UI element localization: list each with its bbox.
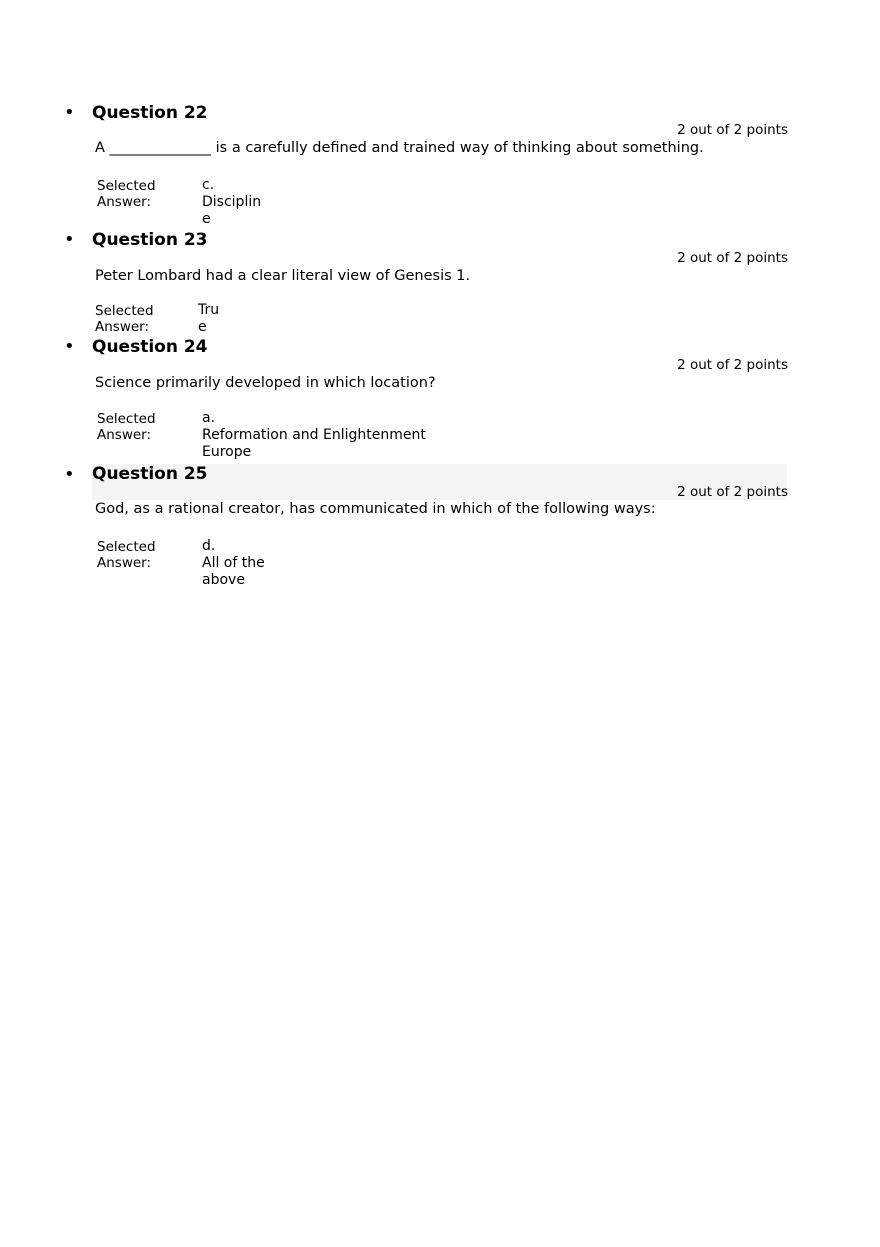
question-points: 2 out of 2 points bbox=[677, 250, 788, 266]
question-text: Peter Lombard had a clear literal view of Genesis 1. bbox=[95, 268, 471, 284]
selected-answer-label: Selected Answer: bbox=[97, 411, 156, 443]
selected-answer-value: Tru e bbox=[198, 302, 220, 335]
selected-answer-value: c. Disciplin e bbox=[202, 177, 262, 227]
selected-answer-value: d. All of the above bbox=[202, 538, 265, 588]
question-text: God, as a rational creator, has communicated in which of the following ways: bbox=[95, 501, 656, 517]
question-points: 2 out of 2 points bbox=[677, 357, 788, 373]
bullet-icon: • bbox=[64, 464, 75, 485]
question-title: Question 22 bbox=[92, 103, 208, 123]
selected-answer-value: a. Reformation and Enlightenment Europe bbox=[202, 410, 426, 460]
question-text: Science primarily developed in which location? bbox=[95, 375, 436, 391]
bullet-icon: • bbox=[64, 102, 75, 123]
question-points: 2 out of 2 points bbox=[677, 484, 788, 500]
selected-answer-label: Selected Answer: bbox=[95, 303, 154, 335]
question-points: 2 out of 2 points bbox=[677, 122, 788, 138]
question-title: Question 23 bbox=[92, 230, 208, 250]
question-text: A ______________ is a carefully defined and trained way of thinking about something. bbox=[95, 140, 704, 156]
bullet-icon: • bbox=[64, 336, 75, 357]
question-title: Question 25 bbox=[92, 464, 208, 484]
question-title: Question 24 bbox=[92, 337, 208, 357]
selected-answer-label: Selected Answer: bbox=[97, 178, 156, 210]
selected-answer-label: Selected Answer: bbox=[97, 539, 156, 571]
bullet-icon: • bbox=[64, 229, 75, 250]
